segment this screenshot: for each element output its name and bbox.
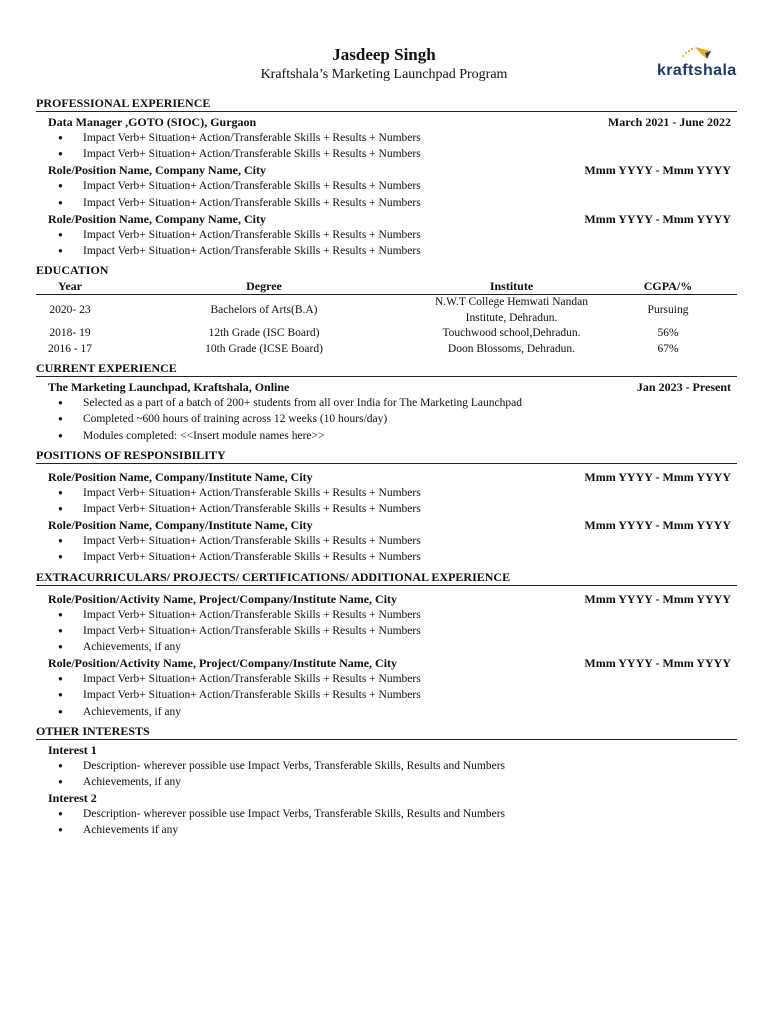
kraftshala-logo — [655, 44, 739, 84]
list-item: ● Achievements, if any — [58, 704, 737, 720]
entry — [36, 517, 737, 565]
program-subtitle: Kraftshala’s Marketing Launchpad Program — [260, 67, 508, 82]
entry-date — [731, 790, 737, 806]
bullet-list — [48, 533, 737, 565]
section-title: POSITIONS OF RESPONSIBILITY — [36, 448, 737, 464]
entries-list — [36, 469, 737, 566]
list-item: ● Selected as a part of a batch of 200+ students from all over India for The Marketing Launchpad — [58, 395, 737, 411]
list-item: ● Achievements if any — [58, 822, 737, 838]
table-cell: 2016 - 17 — [47, 342, 93, 355]
bullet-list — [48, 806, 737, 838]
bullet-list — [48, 758, 737, 790]
entry-date: Mmm YYYY - Mmm YYYY — [584, 591, 731, 606]
entry-date: Jan 2023 - Present — [636, 380, 731, 395]
list-item: ● Impact Verb+ Situation+ Action/Transferable Skills + Results + Numbers — [58, 671, 737, 687]
table-cell: N.W.T College Hemwati Nandan Institute, Dehradun. — [435, 296, 588, 324]
table-cell: 2020- 23 — [49, 303, 91, 316]
entry — [36, 469, 737, 517]
table-cell: 67% — [657, 342, 679, 355]
table-cell: 2018- 19 — [49, 327, 91, 340]
section-title: PROFESSIONAL EXPERIENCE — [36, 96, 737, 112]
table-cell: Touchwood school,Dehradun. — [442, 327, 581, 340]
section-title: OTHER INTERESTS — [36, 724, 737, 740]
section-current-experience — [36, 361, 737, 444]
section-title: EDUCATION — [36, 263, 109, 278]
entry-date: Mmm YYYY - Mmm YYYY — [584, 656, 731, 671]
entry-role: Role/Position/Activity Name, Project/Company/Institute Name, City — [48, 656, 398, 671]
column-header: Institute — [424, 278, 599, 295]
entry-date — [731, 742, 737, 758]
logo-mark-icon — [655, 44, 739, 64]
table-cell: 12th Grade (ISC Board) — [208, 327, 320, 340]
entry-date: Mmm YYYY - Mmm YYYY — [584, 163, 731, 178]
bullet-list — [48, 130, 737, 162]
list-item: ● Modules completed: <<Insert module names here>> — [58, 428, 737, 444]
list-item: ● Impact Verb+ Situation+ Action/Transferable Skills + Results + Numbers — [58, 130, 737, 146]
section-title: CURRENT EXPERIENCE — [36, 361, 737, 377]
entries-list — [36, 742, 737, 839]
table-row — [36, 326, 737, 342]
bullet-list — [48, 227, 737, 259]
section-other-interests — [36, 724, 737, 839]
list-item: ● Completed ~600 hours of training across 12 weeks (10 hours/day) — [58, 411, 737, 427]
column-header: Degree — [104, 278, 424, 295]
entry-role: Data Manager ,GOTO (SIOC), Gurgaon — [48, 115, 257, 129]
resume-header — [0, 44, 768, 84]
entry-heading — [48, 379, 737, 395]
entry — [36, 790, 737, 838]
entry — [36, 742, 737, 790]
section-title: EXTRACURRICULARS/ PROJECTS/ CERTIFICATIONS/ ADDITIONAL EXPERIENCE — [36, 570, 737, 586]
list-item: ● Impact Verb+ Situation+ Action/Transferable Skills + Results + Numbers — [58, 243, 737, 259]
entry-heading — [48, 211, 737, 227]
entry-date: Mmm YYYY - Mmm YYYY — [584, 211, 731, 226]
entry-role: Role/Position Name, Company/Institute Name, City — [48, 469, 313, 484]
list-item: ● Impact Verb+ Situation+ Action/Transferable Skills + Results + Numbers — [58, 533, 737, 549]
bullet-list — [48, 607, 737, 656]
section-professional-experience — [36, 96, 737, 259]
entry — [36, 114, 737, 162]
list-item: ● Impact Verb+ Situation+ Action/Transferable Skills + Results + Numbers — [58, 623, 737, 639]
section-extracurriculars — [36, 570, 737, 720]
entry-role: Role/Position Name, Company/Institute Name, City — [48, 518, 313, 533]
entry-role: Interest 2 — [48, 791, 97, 806]
entries-list — [36, 114, 737, 259]
entry-role: Role/Position/Activity Name, Project/Company/Institute Name, City — [48, 591, 398, 606]
table-header-row — [36, 278, 737, 295]
column-header: CGPA/% — [599, 278, 737, 295]
bullet-list — [48, 178, 737, 210]
table-row — [36, 342, 737, 358]
list-item: ● Impact Verb+ Situation+ Action/Transferable Skills + Results + Numbers — [58, 146, 737, 162]
entry-heading — [48, 655, 737, 671]
candidate-name: Jasdeep Singh — [332, 45, 436, 64]
table-cell: Doon Blossoms, Dehradun. — [447, 342, 576, 355]
list-item: ● Impact Verb+ Situation+ Action/Transferable Skills + Results + Numbers — [58, 501, 737, 517]
bullet-list — [48, 671, 737, 720]
list-item: ● Impact Verb+ Situation+ Action/Transferable Skills + Results + Numbers — [58, 227, 737, 243]
entry — [36, 591, 737, 656]
entry-role: Role/Position Name, Company Name, City — [48, 211, 266, 226]
entry — [36, 379, 737, 444]
section-positions-of-responsibility — [36, 448, 737, 566]
entry-date: March 2021 - June 2022 — [607, 115, 731, 129]
entry-role: The Marketing Launchpad, Kraftshala, Online — [48, 380, 290, 395]
entry — [36, 162, 737, 210]
resume-body — [36, 92, 737, 839]
table-cell: Pursuing — [647, 303, 689, 316]
entry-role: Role/Position Name, Company Name, City — [48, 163, 266, 178]
bullet-list — [48, 485, 737, 517]
list-item: ● Impact Verb+ Situation+ Action/Transferable Skills + Results + Numbers — [58, 687, 737, 703]
entry-heading — [48, 517, 737, 533]
list-item: ● Impact Verb+ Situation+ Action/Transferable Skills + Results + Numbers — [58, 607, 737, 623]
entries-list — [36, 379, 737, 444]
list-item: ● Description- wherever possible use Impact Verbs, Transferable Skills, Results and Numbers — [58, 806, 737, 822]
list-item: ● Impact Verb+ Situation+ Action/Transferable Skills + Results + Numbers — [58, 485, 737, 501]
entry-date: Mmm YYYY - Mmm YYYY — [584, 469, 731, 484]
table-cell: 10th Grade (ICSE Board) — [205, 342, 323, 355]
entry-date: Mmm YYYY - Mmm YYYY — [584, 518, 731, 533]
entry-heading — [48, 114, 737, 130]
table-cell: 56% — [657, 327, 679, 340]
list-item: ● Achievements, if any — [58, 774, 737, 790]
list-item: ● Achievements, if any — [58, 639, 737, 655]
list-item: ● Impact Verb+ Situation+ Action/Transferable Skills + Results + Numbers — [58, 178, 737, 194]
section-education — [36, 263, 737, 357]
entry-heading — [48, 790, 737, 806]
bullet-list — [48, 395, 737, 444]
entry — [36, 655, 737, 720]
list-item: ● Description- wherever possible use Impact Verbs, Transferable Skills, Results and Numbers — [58, 758, 737, 774]
entry-heading — [48, 742, 737, 758]
education-table — [36, 278, 737, 357]
entry-role: Interest 1 — [48, 742, 97, 757]
list-item: ● Impact Verb+ Situation+ Action/Transferable Skills + Results + Numbers — [58, 549, 737, 565]
entry-heading — [48, 469, 737, 485]
entry — [36, 211, 737, 259]
table-row — [36, 295, 737, 327]
entry-heading — [48, 162, 737, 178]
list-item: ● Impact Verb+ Situation+ Action/Transferable Skills + Results + Numbers — [58, 195, 737, 211]
logo-wordmark: kraftshala — [657, 62, 737, 79]
table-cell: Bachelors of Arts(B.A) — [210, 303, 318, 316]
entry-heading — [48, 591, 737, 607]
entries-list — [36, 591, 737, 720]
column-header: Year — [36, 278, 104, 295]
